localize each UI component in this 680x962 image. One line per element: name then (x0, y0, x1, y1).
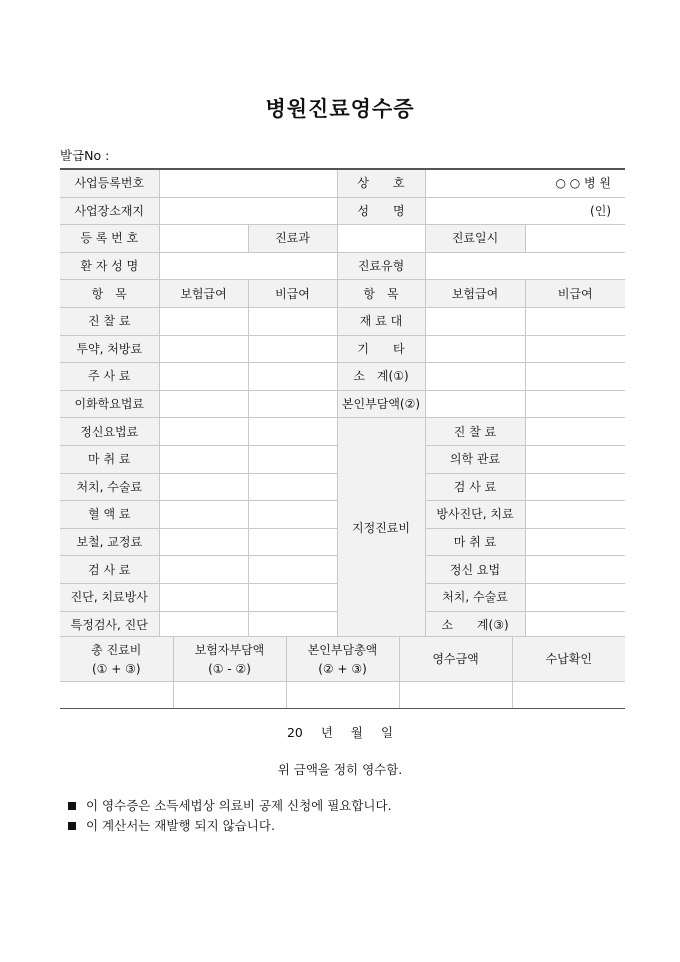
issue-number-label: 발급No : (60, 148, 110, 163)
left-item-label: 진 찰 료 (60, 307, 159, 335)
reg-no-label: 등 록 번 호 (60, 225, 159, 253)
left-item-label: 진단, 치료방사 (60, 583, 159, 611)
insured-amount-cell[interactable] (159, 363, 248, 391)
insured-amount-cell[interactable] (159, 583, 248, 611)
left-item-label: 이화학요법료 (60, 390, 159, 418)
uninsured-amount-cell[interactable] (248, 611, 337, 639)
designated-item-label: 마 취 료 (425, 528, 525, 556)
uninsured-amount-cell[interactable] (248, 473, 337, 501)
company-label: 상 호 (337, 169, 425, 197)
uninsured-amount-cell[interactable] (248, 445, 337, 473)
insured-amount-cell[interactable] (159, 556, 248, 584)
visit-date-label: 진료일시 (425, 225, 525, 253)
notes (68, 796, 392, 836)
insured-amount-cell[interactable] (425, 363, 525, 391)
uninsured-amount-cell[interactable] (525, 390, 625, 418)
reg-no-field[interactable] (159, 225, 248, 253)
designated-item-label: 진 찰 료 (425, 418, 525, 446)
left-item-label: 검 사 료 (60, 556, 159, 584)
biz-reg-no-field[interactable] (159, 169, 337, 197)
column-header-insured: 보험급여 (425, 280, 525, 308)
insured-amount-cell[interactable] (159, 611, 248, 639)
patient-name-field[interactable] (159, 252, 337, 280)
receipt-table (60, 168, 625, 639)
note-text: 이 영수증은 소득세법상 의료비 공제 신청에 필요합니다. (86, 798, 392, 813)
left-item-label: 혈 액 료 (60, 501, 159, 529)
left-item-label: 마 취 료 (60, 445, 159, 473)
left-item-label: 처치, 수술료 (60, 473, 159, 501)
document-title: 병원진료영수증 (265, 97, 415, 121)
designated-amount-cell[interactable] (525, 473, 625, 501)
designated-item-label: 의학 관료 (425, 445, 525, 473)
designated-item-label: 정신 요법 (425, 556, 525, 584)
insured-amount-cell[interactable] (159, 307, 248, 335)
designated-amount-cell[interactable] (525, 445, 625, 473)
insurer-share-formula: (① - ②) (208, 661, 251, 676)
column-header-item: 항 목 (60, 280, 159, 308)
uninsured-amount-cell[interactable] (525, 363, 625, 391)
subtotal-1-label: 소 계(①) (337, 363, 425, 391)
left-item-label: 보철, 교정료 (60, 528, 159, 556)
uninsured-amount-cell[interactable] (248, 307, 337, 335)
payment-confirm-label: 수납확인 (512, 637, 625, 682)
biz-address-field[interactable] (159, 197, 337, 225)
uninsured-amount-cell[interactable] (248, 363, 337, 391)
right-item-label: 재 료 대 (337, 307, 425, 335)
summary-table (60, 636, 625, 709)
visit-type-field[interactable] (425, 252, 625, 280)
uninsured-amount-cell[interactable] (248, 390, 337, 418)
designated-amount-cell[interactable] (525, 583, 625, 611)
name-label: 성 명 (337, 197, 425, 225)
designated-amount-cell[interactable] (525, 528, 625, 556)
column-header-insured: 보험급여 (159, 280, 248, 308)
copay-total-label (286, 637, 399, 682)
patient-name-label: 환 자 성 명 (60, 252, 159, 280)
left-item-label: 투약, 처방료 (60, 335, 159, 363)
uninsured-amount-cell[interactable] (248, 501, 337, 529)
insurer-share-field[interactable] (173, 682, 286, 709)
insured-amount-cell[interactable] (159, 473, 248, 501)
right-item-label: 기 타 (337, 335, 425, 363)
insured-amount-cell[interactable] (159, 528, 248, 556)
insured-amount-cell[interactable] (159, 335, 248, 363)
designated-amount-cell[interactable] (525, 418, 625, 446)
total-fee-label (60, 637, 173, 682)
copay-total-formula: (② + ③) (318, 661, 367, 676)
insured-amount-cell[interactable] (159, 418, 248, 446)
uninsured-amount-cell[interactable] (248, 528, 337, 556)
designated-item-label: 검 사 료 (425, 473, 525, 501)
company-value[interactable]: ○ ○ 병 원 (425, 169, 625, 197)
receipt-confirmation: 위 금액을 정히 영수함. (277, 762, 403, 777)
received-amount-label: 영수금액 (399, 637, 512, 682)
note-text: 이 계산서는 재발행 되지 않습니다. (86, 818, 275, 833)
column-header-uninsured: 비급여 (525, 280, 625, 308)
date-line: 20 년 월 일 (286, 725, 394, 740)
insured-amount-cell[interactable] (159, 390, 248, 418)
designated-amount-cell[interactable] (525, 611, 625, 639)
insured-amount-cell[interactable] (425, 390, 525, 418)
designated-amount-cell[interactable] (525, 501, 625, 529)
received-amount-field[interactable] (399, 682, 512, 709)
visit-date-field[interactable] (525, 225, 625, 253)
dept-field[interactable] (337, 225, 425, 253)
designated-fee-label: 지정진료비 (337, 418, 425, 639)
total-fee-title: 총 진료비 (91, 642, 142, 657)
biz-reg-no-label: 사업등록번호 (60, 169, 159, 197)
dept-label: 진료과 (248, 225, 337, 253)
designated-item-label: 방사진단, 치료 (425, 501, 525, 529)
uninsured-amount-cell[interactable] (248, 556, 337, 584)
total-fee-formula: (① + ③) (91, 661, 141, 676)
insurer-share-label (173, 637, 286, 682)
insured-amount-cell[interactable] (159, 501, 248, 529)
uninsured-amount-cell[interactable] (248, 583, 337, 611)
square-bullet-icon (68, 822, 76, 830)
insured-amount-cell[interactable] (425, 335, 525, 363)
copay-2-label: 본인부담액(②) (337, 390, 425, 418)
copay-total-title: 본인부담총액 (307, 642, 378, 657)
designated-item-label: 처치, 수술료 (425, 583, 525, 611)
square-bullet-icon (68, 802, 76, 810)
designated-amount-cell[interactable] (525, 556, 625, 584)
insured-amount-cell[interactable] (159, 445, 248, 473)
column-header-item: 항 목 (337, 280, 425, 308)
left-item-label: 특정검사, 진단 (60, 611, 159, 639)
uninsured-amount-cell[interactable] (525, 307, 625, 335)
subtotal-3-label: 소 계(③) (425, 611, 525, 639)
biz-address-label: 사업장소재지 (60, 197, 159, 225)
left-item-label: 정신요법료 (60, 418, 159, 446)
payment-confirm-field[interactable] (512, 682, 625, 709)
left-item-label: 주 사 료 (60, 363, 159, 391)
insurer-share-title: 보험자부담액 (194, 642, 265, 657)
note-item (68, 796, 392, 816)
insured-amount-cell[interactable] (425, 307, 525, 335)
copay-total-field[interactable] (286, 682, 399, 709)
note-item (68, 816, 392, 836)
uninsured-amount-cell[interactable] (525, 335, 625, 363)
total-fee-field[interactable] (60, 682, 173, 709)
column-header-uninsured: 비급여 (248, 280, 337, 308)
seal-mark[interactable]: (인) (425, 197, 625, 225)
uninsured-amount-cell[interactable] (248, 335, 337, 363)
uninsured-amount-cell[interactable] (248, 418, 337, 446)
visit-type-label: 진료유형 (337, 252, 425, 280)
